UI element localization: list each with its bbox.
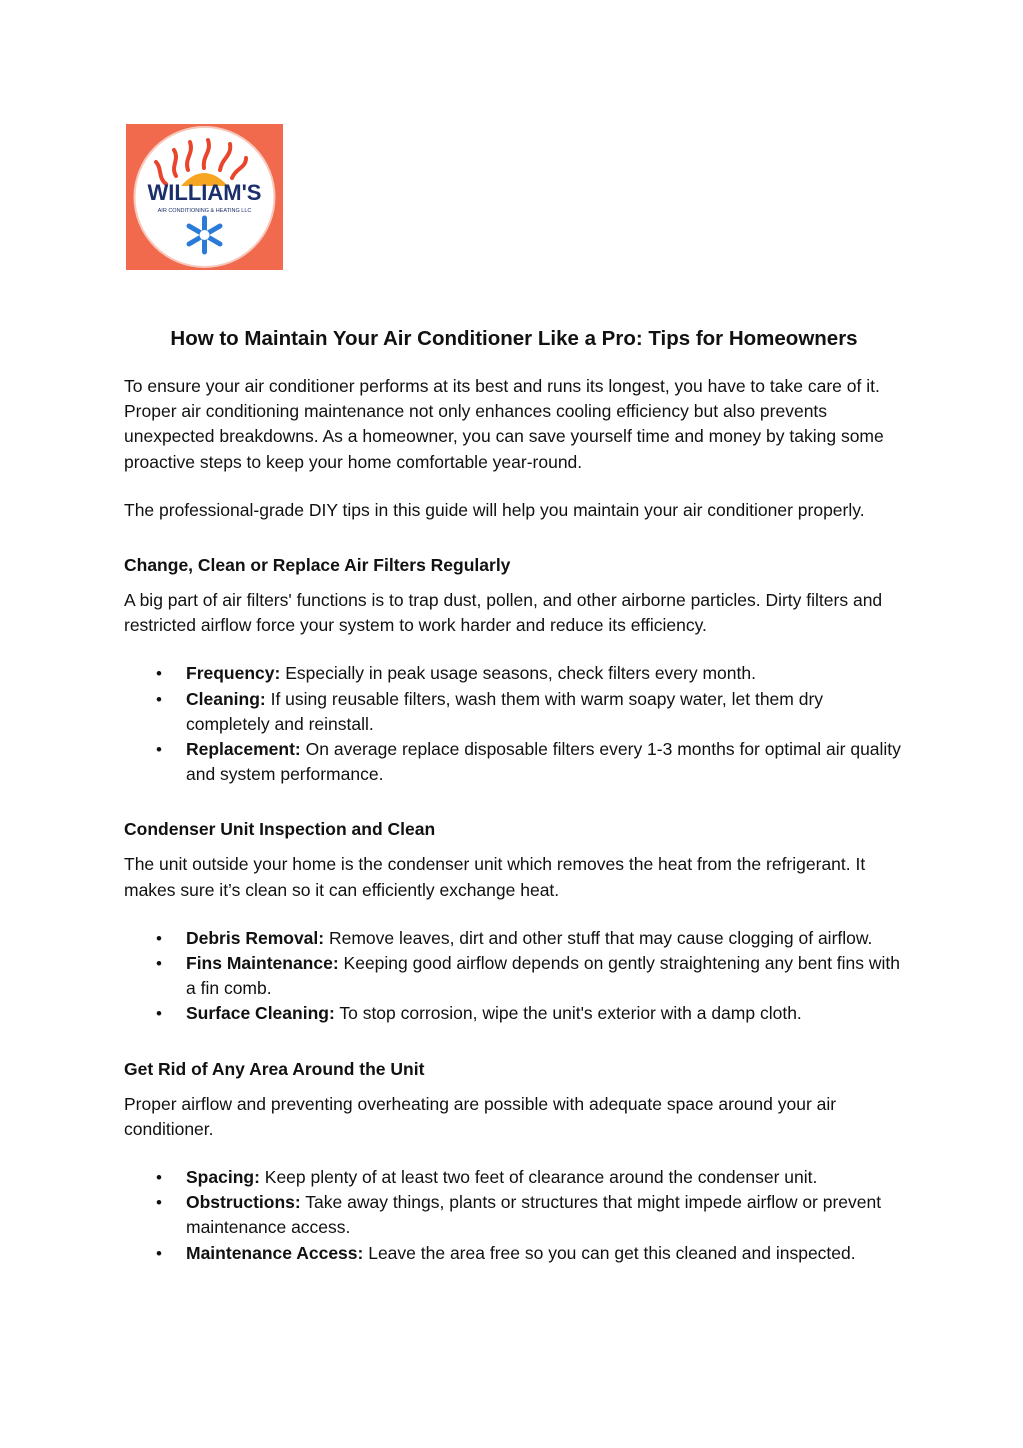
bullet-icon: • (156, 689, 162, 709)
list-item (124, 1241, 904, 1266)
intro-paragraph-2: The professional-grade DIY tips in this guide will help you maintain your air conditioner properly. (124, 499, 865, 520)
list-item (124, 687, 904, 737)
list-item (124, 926, 904, 951)
bullet-icon: • (156, 954, 162, 974)
list-item (124, 951, 904, 1001)
logo-subtitle-text: AIR CONDITIONING & HEATING LLC (157, 208, 252, 214)
list-item-text: Especially in peak usage seasons, check filters every month. (280, 663, 756, 684)
list-item-label: Replacement: (186, 739, 301, 760)
bullet-icon: • (156, 1004, 162, 1024)
list-item-label: Obstructions: (186, 1192, 301, 1213)
list-item-text: Leave the area free so you can get this cleaned and inspected. (363, 1242, 856, 1263)
document-body (124, 324, 904, 1290)
list-item-label: Frequency: (186, 663, 281, 684)
list-item (124, 661, 904, 686)
list-item-label: Spacing: (186, 1167, 260, 1188)
logo-name-text: WILLIAM'S (147, 180, 262, 205)
bullet-list-clearance (124, 1165, 904, 1266)
bullet-icon: • (156, 740, 162, 760)
section-heading-condenser: Condenser Unit Inspection and Clean (124, 819, 436, 840)
section-body-clearance: Proper airflow and preventing overheating are possible with adequate space around your air conditioner. (124, 1093, 837, 1139)
company-logo (126, 124, 283, 270)
list-item (124, 737, 904, 787)
list-item-label: Maintenance Access: (186, 1242, 364, 1263)
list-item (124, 1190, 904, 1240)
list-item (124, 1001, 904, 1026)
bullet-icon: • (156, 1243, 162, 1263)
bullet-list-filters (124, 661, 904, 787)
bullet-icon: • (156, 928, 162, 948)
section-body-filters: A big part of air filters' functions is to trap dust, pollen, and other airborne particles. Dirty filters and restricted airflow force your system to work harder and reduce its efficiency. (124, 590, 883, 636)
intro-paragraph-1: To ensure your air conditioner performs at its best and runs its longest, you have to take care of it. Proper air conditioning maintenance not only enhances cooling efficiency but also prevents unexpected breakdowns. As a homeowner, you can save yourself time and money by taking some proactive steps to keep your home comfortable year-round. (124, 376, 884, 472)
list-item-text: On average replace disposable filters every 1-3 months for optimal air quality and system performance. (186, 739, 901, 785)
section-heading-clearance: Get Rid of Any Area Around the Unit (124, 1058, 425, 1079)
list-item-text: Remove leaves, dirt and other stuff that may cause clogging of airflow. (324, 927, 873, 948)
list-item (124, 1165, 904, 1190)
list-item-text: Keeping good airflow depends on gently straightening any bent fins with a fin comb. (186, 953, 901, 999)
list-item-label: Fins Maintenance: (186, 953, 339, 974)
list-item-text: Keep plenty of at least two feet of clearance around the condenser unit. (259, 1167, 818, 1188)
bullet-icon: • (156, 1193, 162, 1213)
section-body-condenser: The unit outside your home is the condenser unit which removes the heat from the refrigerant. It makes sure it’s clean so it can efficiently exchange heat. (124, 854, 866, 900)
bullet-icon: • (156, 664, 162, 684)
page-title: How to Maintain Your Air Conditioner Like a Pro: Tips for Homeowners (170, 327, 858, 350)
list-item-label: Cleaning: (186, 688, 266, 709)
bullet-list-condenser (124, 926, 904, 1027)
list-item-text: Take away things, plants or structures that might impede airflow or prevent maintenance access. (186, 1192, 882, 1238)
williams-logo-graphic (126, 124, 283, 270)
bullet-icon: • (156, 1168, 162, 1188)
list-item-label: Surface Cleaning: (186, 1003, 335, 1024)
list-item-label: Debris Removal: (186, 927, 325, 948)
list-item-text: To stop corrosion, wipe the unit's exterior with a damp cloth. (334, 1003, 802, 1024)
section-heading-filters: Change, Clean or Replace Air Filters Regularly (124, 555, 511, 576)
list-item-text: If using reusable filters, wash them with warm soapy water, let them dry completely and reinstall. (186, 688, 824, 734)
